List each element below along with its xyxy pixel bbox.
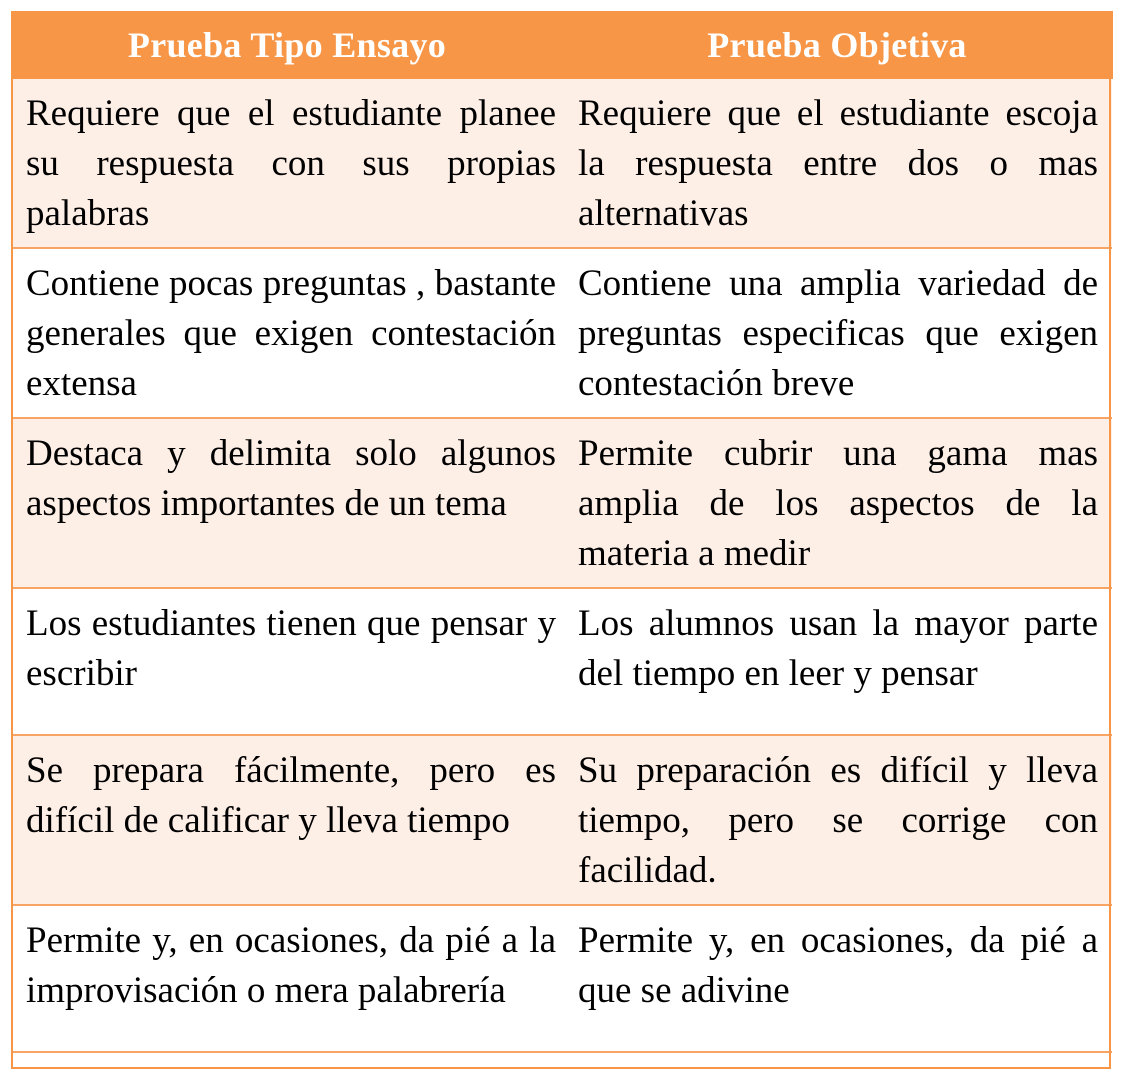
- table-row: [12, 78, 1112, 248]
- objetiva-cell: Permite cubrir una gama mas amplia de los aspectos de la materia a medir: [562, 418, 1112, 588]
- table-row: [12, 905, 1112, 1052]
- ensayo-cell: Los estudiantes tienen que pensar y escribir: [12, 588, 562, 735]
- objetiva-cell: Contiene una amplia variedad de preguntas especificas que exigen contestación breve: [562, 248, 1112, 418]
- ensayo-cell: Permite y, en ocasiones, da pié a la improvisación o mera palabrería: [12, 905, 562, 1052]
- comparison-table-container: [11, 11, 1111, 1069]
- ensayo-cell: Requiere que el estudiante planee su respuesta con sus propias palabras: [12, 78, 562, 248]
- header-prueba-tipo-ensayo: Prueba Tipo Ensayo: [12, 12, 562, 78]
- ensayo-cell: Se prepara fácilmente, pero es difícil de calificar y lleva tiempo: [12, 735, 562, 905]
- header-prueba-objetiva: Prueba Objetiva: [562, 12, 1112, 78]
- ensayo-cell: Contiene pocas preguntas , bastante generales que exigen contestación extensa: [12, 248, 562, 418]
- table-row: [12, 588, 1112, 735]
- table-row: [12, 735, 1112, 905]
- header-row: [12, 12, 1112, 78]
- objetiva-cell: Requiere que el estudiante escoja la respuesta entre dos o mas alternativas: [562, 78, 1112, 248]
- ensayo-cell: Destaca y delimita solo algunos aspectos importantes de un tema: [12, 418, 562, 588]
- table-row: [12, 418, 1112, 588]
- objetiva-cell: Su preparación es difícil y lleva tiempo, pero se corrige con facilidad.: [562, 735, 1112, 905]
- table-row: [12, 248, 1112, 418]
- objetiva-cell: Permite y, en ocasiones, da pié a que se adivine: [562, 905, 1112, 1052]
- objetiva-cell: Los alumnos usan la mayor parte del tiempo en leer y pensar: [562, 588, 1112, 735]
- comparison-table: [11, 11, 1113, 1053]
